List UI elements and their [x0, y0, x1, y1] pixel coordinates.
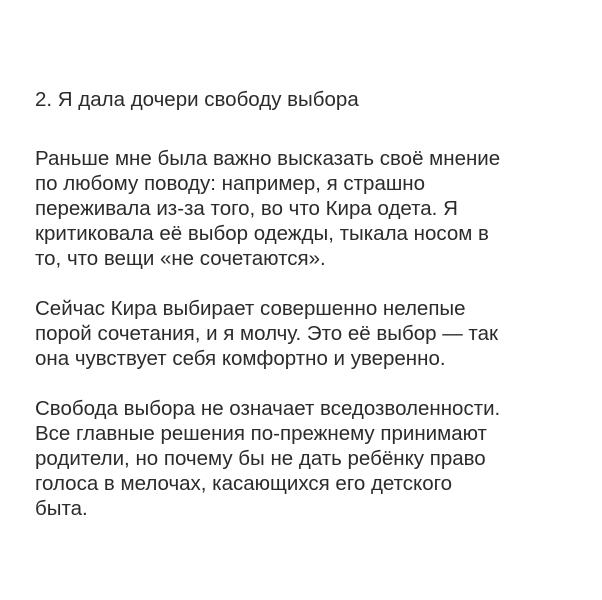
- paragraph-line: критиковала её выбор одежды, тыкала носом в: [35, 222, 489, 245]
- paragraph-line: Свобода выбора не означает вседозволенности.: [35, 397, 501, 420]
- paragraph-line: быта.: [35, 497, 88, 520]
- paragraph-line: она чувствует себя комфортно и уверенно.: [35, 347, 446, 370]
- section-heading: 2. Я дала дочери свободу выбора: [35, 88, 359, 111]
- paragraph-2: [35, 296, 575, 371]
- paragraph-line: голоса в мелочах, касающихся его детского: [35, 472, 453, 495]
- paragraph-line: переживала из-за того, во что Кира одета. Я: [35, 197, 458, 220]
- article-content: [35, 87, 575, 546]
- paragraph-line: по любому поводу: например, я страшно: [35, 172, 426, 195]
- paragraph-3: [35, 396, 575, 521]
- paragraph-line: Сейчас Кира выбирает совершенно нелепые: [35, 297, 466, 320]
- paragraph-line: то, что вещи «не сочетаются».: [35, 247, 326, 270]
- paragraph-line: Раньше мне была важно высказать своё мнение: [35, 147, 501, 170]
- paragraph-line: порой сочетания, и я молчу. Это её выбор — так: [35, 322, 498, 345]
- paragraph-1: [35, 146, 575, 271]
- paragraph-line: Все главные решения по-прежнему принимают: [35, 422, 487, 445]
- paragraph-line: родители, но почему бы не дать ребёнку право: [35, 447, 486, 470]
